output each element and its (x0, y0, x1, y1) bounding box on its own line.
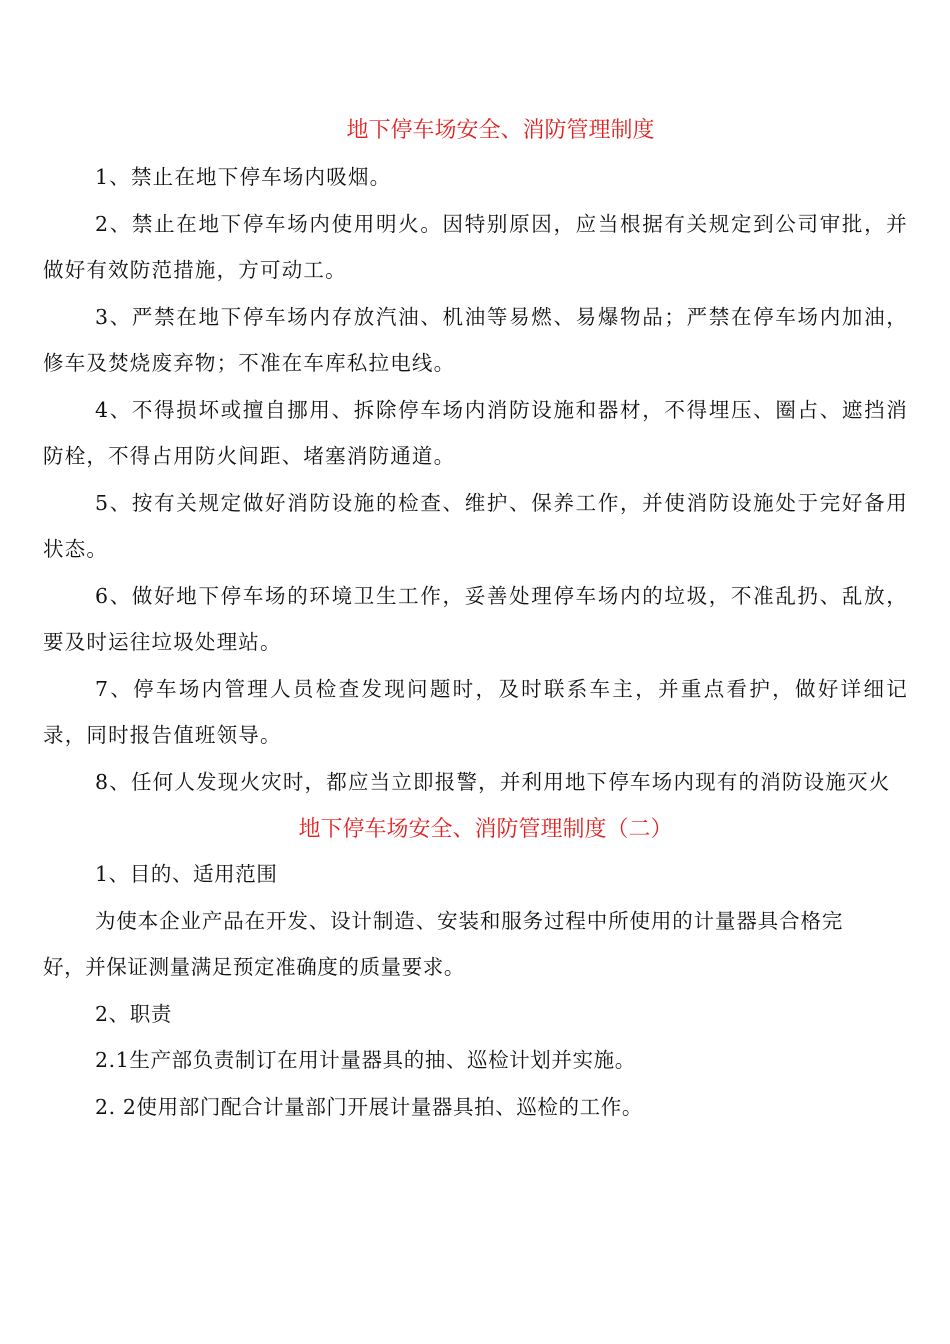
section-2-item-4: 2.1生产部负责制订在用计量器具的抽、巡检计划并实施。 (95, 1048, 636, 1072)
section-1-item-6: 6、做好地下停车场的环境卫生工作，妥善处理停车场内的垃圾，不准乱扔、乱放，要及时运往垃圾处理站。 (43, 583, 908, 654)
section-2-item-2: 为使本企业产品在开发、设计制造、安装和服务过程中所使用的计量器具合格完好，并保证测量满足预定准确度的质量要求。 (43, 908, 843, 979)
section-1-item-8: 8、任何人发现火灾时，都应当立即报警，并利用地下停车场内现有的消防设施灭火 (95, 769, 891, 794)
section-2-title: 地下停车场安全、消防管理制度（二） (298, 817, 673, 842)
section-1-item-1: 1、禁止在地下停车场内吸烟。 (95, 165, 392, 189)
section-1 (43, 112, 908, 805)
section-1-item-2: 2、禁止在地下停车场内使用明火。因特别原因，应当根据有关规定到公司审批，并做好有效防范措施，方可动工。 (43, 211, 908, 282)
section-2-item-1: 1、目的、适用范围 (95, 862, 278, 886)
section-1-item-4: 4、不得损坏或擅自挪用、拆除停车场内消防设施和器材，不得埋压、圈占、遮挡消防栓，不得占用防火间距、堵塞消防通道。 (43, 397, 908, 468)
section-1-title: 地下停车场安全、消防管理制度 (346, 118, 655, 143)
section-1-item-5: 5、按有关规定做好消防设施的检查、维护、保养工作，并使消防设施处于完好备用状态。 (43, 490, 908, 561)
section-2-item-5: 2. 2使用部门配合计量部门开展计量器具拍、巡检的工作。 (95, 1094, 643, 1119)
section-1-item-7: 7、停车场内管理人员检查发现问题时，及时联系车主，并重点看护，做好详细记录，同时报告值班领导。 (43, 676, 908, 747)
section-2-item-3: 2、职责 (95, 1001, 172, 1026)
section-1-item-3: 3、严禁在地下停车场内存放汽油、机油等易燃、易爆物品；严禁在停车场内加油，修车及焚烧废弃物；不准在车库私拉电线。 (43, 304, 908, 375)
section-2 (43, 811, 908, 1130)
